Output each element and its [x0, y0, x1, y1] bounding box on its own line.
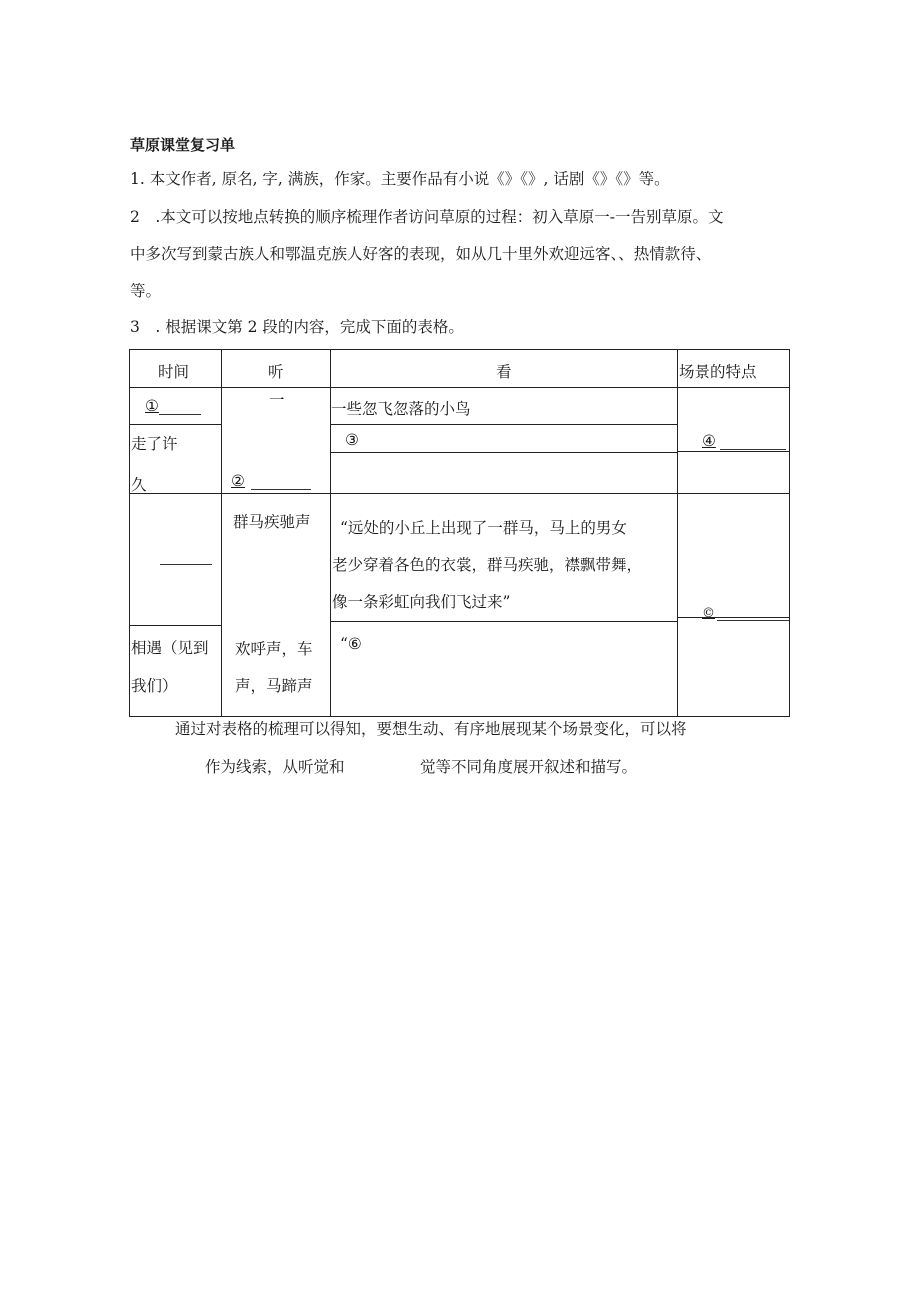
blank-2[interactable]: ②	[231, 472, 311, 490]
row3-listen: 群马疾驰声	[233, 513, 311, 531]
header-feature: 场景的特点	[679, 363, 757, 381]
row1-see: 一些忽飞忽落的小鸟	[331, 400, 471, 418]
row2-time-line2: 久	[131, 476, 147, 494]
row4-time-line1: 相遇（见到	[131, 639, 209, 657]
conclusion-line-1: 通过对表格的梳理可以得知，要想生动、有序地展现某个场景变化，可以将	[175, 720, 687, 738]
blank-5[interactable]	[160, 550, 212, 565]
header-time: 时间	[158, 363, 190, 381]
conclusion-line-2b: 觉等不同角度展开叙述和描写。	[420, 758, 638, 776]
row2-time-line1: 走了许	[131, 435, 178, 453]
question-2-line-3: 等。	[130, 282, 162, 300]
row3-see-line3: 像一条彩虹向我们飞过来”	[332, 593, 511, 611]
blank-4[interactable]: ④	[702, 432, 786, 450]
row4-time-line2: 我们）	[131, 677, 178, 695]
question-3: 3 . 根据课文第 2 段的内容，完成下面的表格。	[130, 318, 464, 336]
question-2-line-1: 2 .本文可以按地点转换的顺序梳理作者访问草原的过程：初入草原一-一告别草原。文	[130, 208, 724, 226]
row1-listen: 一	[269, 391, 285, 409]
row4-listen-line2: 声，马蹄声	[235, 677, 313, 695]
question-2-line-2: 中多次写到蒙古族人和鄂温克族人好客的表现，如从几十里外欢迎远客、、热情款待、	[130, 245, 712, 263]
blank-6[interactable]: “⑥	[340, 635, 362, 653]
header-listen: 听	[268, 363, 284, 381]
conclusion-line-2a: 作为线索，从听觉和	[205, 758, 345, 776]
blank-1[interactable]: ①	[145, 397, 201, 415]
question-1: 1. 本文作者, 原名, 字, 满族，作家。主要作品有小说《》《》, 话剧《》《》等。	[130, 170, 670, 188]
header-see: 看	[496, 363, 512, 381]
row3-see-line2: 老少穿着各色的衣裳，群马疾驰，襟飘带舞，	[332, 556, 643, 574]
blank-feature-2[interactable]: ©	[702, 603, 789, 621]
row4-listen-line1: 欢呼声，车	[235, 640, 313, 658]
blank-3[interactable]: ③	[345, 431, 359, 449]
page-title: 草原课堂复习单	[130, 136, 236, 154]
row3-see-line1: “远处的小丘上出现了一群马，马上的男女	[340, 519, 627, 537]
